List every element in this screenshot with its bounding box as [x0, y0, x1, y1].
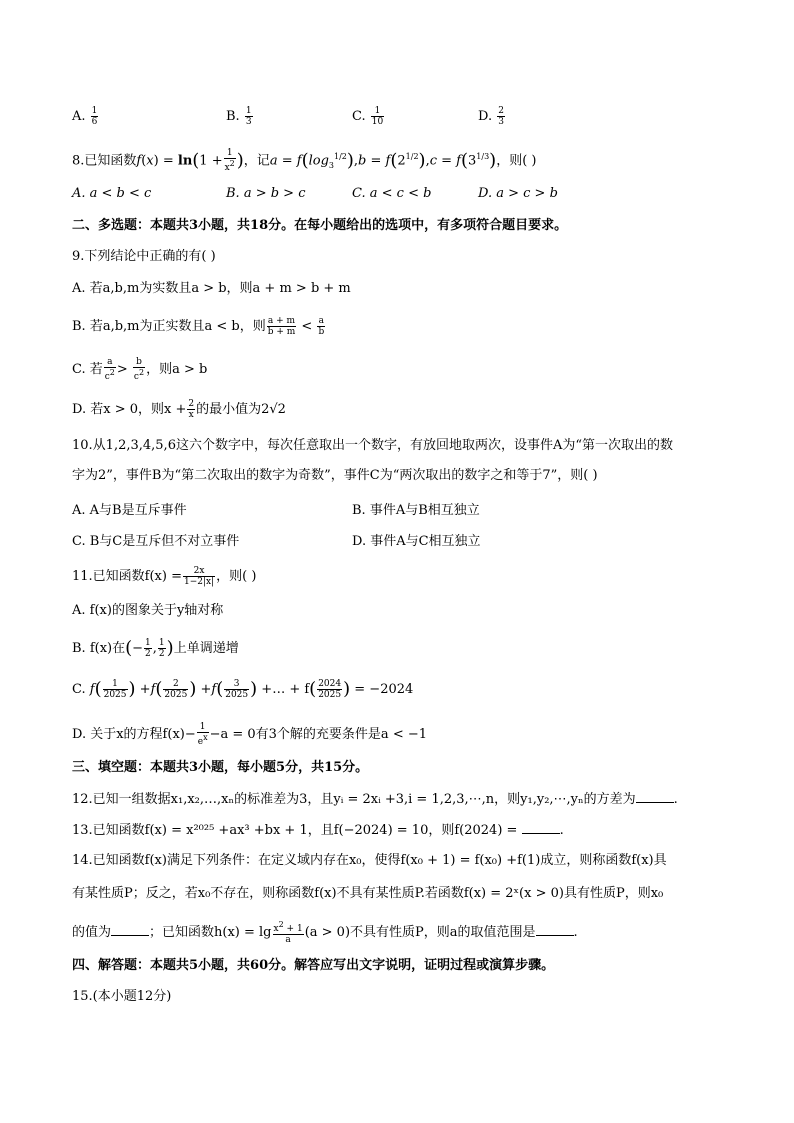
answer-blank[interactable] — [111, 923, 149, 936]
q8-option-a: A. a < b < c — [72, 186, 152, 201]
answer-blank[interactable] — [636, 790, 674, 803]
q7-option-c — [352, 106, 385, 127]
q9-option-a: A. 若a,b,m为实数且a > b，则a + m > b + m — [72, 281, 351, 296]
q10-stem-line2: 字为2”，事件B为“第二次取出的数字为奇数”，事件C为“两次取出的数字之和等于7”，则( ) — [72, 468, 598, 483]
q11-stem-suffix: ，则( ) — [216, 569, 257, 584]
q10-option-b: B. 事件A与B相互独立 — [352, 503, 480, 518]
q13-text: 13.已知函数f(x) = x²⁰²⁵ +ax³ +bx + 1，且f(−2024) = 10，则f(2024) = — [72, 823, 518, 838]
q9-option-c-prefix: C. 若 — [72, 362, 103, 377]
q11-option-c-end: = −2024 — [354, 682, 414, 697]
fraction-num: 1 — [371, 106, 384, 117]
q11-option-d: D. 关于x的方程f(x)− $\frac{1}{ex}$ −a = 0有3个解的充要条件是a < −1 — [72, 722, 428, 747]
fraction-num: 2 — [498, 106, 504, 116]
section-2-heading: 二、多选题：本题共3小题，共18分。在每小题给出的选项中，有多项符合题目要求。 — [72, 218, 568, 233]
q12-text: 12.已知一组数据x₁,x₂,…,xₙ的标准差为3，且yᵢ = 2xᵢ +3,i = 1,2,3,⋯,n，则y₁,y₂,⋯,yₙ的方差为 — [72, 792, 636, 807]
q10-stem-line1: 10.从1,2,3,4,5,6这六个数字中，每次任意取出一个数字，有放回地取两次，设事件A为“第一次取出的数 — [72, 438, 673, 453]
q7-option-a — [72, 106, 99, 127]
fraction-den: 10 — [371, 117, 384, 127]
fraction-den: 3 — [498, 117, 504, 127]
q14-line2: 有某性质P；反之，若x₀不存在，则称函数f(x)不具有某性质P.若函数f(x) = 2ˣ(x > 0)具有性质P，则x₀ — [72, 886, 664, 901]
q10-option-d: D. 事件A与C相互独立 — [352, 534, 481, 549]
q8-option-c: C. a < c < b — [352, 186, 432, 201]
q11-option-a: A. f(x)的图象关于y轴对称 — [72, 603, 224, 618]
answer-blank[interactable] — [536, 923, 574, 936]
q9-option-d-prefix: D. 若x > 0，则x + — [72, 402, 187, 417]
fraction-num: 1 — [91, 106, 98, 116]
q7-option-d — [478, 106, 506, 127]
fraction — [91, 106, 99, 127]
q15: 15.(本小题12分) — [72, 989, 172, 1004]
q10-option-c: C. B与C是互斥但不对立事件 — [72, 534, 240, 549]
q9-option-c: C. 若 $\frac{a}{c2}$ > $\frac{b}{c2}$ ，则a > b — [72, 357, 208, 382]
q8-stem: 8.已知函数f(x) = ln(1 + $\frac{1}{x2}$ )，记$a = f(\log_3^{1/2}),b = f(2^{1/2}),c = f(3^{1/3})$，则( ) — [72, 148, 537, 174]
q11-option-c-tail: +… + f — [261, 682, 310, 697]
q14-line1: 14.已知函数f(x)满足下列条件：在定义域内存在x₀，使得f(x₀ + 1) = f(x₀) +f(1)成立，则称函数f(x)具 — [72, 853, 667, 868]
option-letter: C. — [352, 109, 366, 124]
q8-option-b: B. a > b > c — [226, 186, 306, 201]
fraction-den: 3 — [245, 117, 252, 127]
fraction — [245, 106, 253, 127]
fraction — [497, 106, 505, 127]
q14-line3-mid2: (a > 0)不具有性质P，则a的取值范围是 — [304, 925, 536, 940]
q10-option-a: A. A与B是互斥事件 — [72, 503, 187, 518]
section-4-heading: 四、解答题：本题共5小题，共60分。解答应写出文字说明，证明过程或演算步骤。 — [72, 958, 555, 973]
option-letter: D. — [478, 109, 493, 124]
q11-option-d-prefix: D. 关于x的方程f(x)− — [72, 727, 196, 742]
q9-stem: 9.下列结论中正确的有( ) — [72, 249, 216, 264]
q9-option-c-suffix: ，则a > b — [146, 362, 208, 377]
option-letter: A. — [72, 109, 86, 124]
q14-line3-prefix: 的值为 — [72, 925, 112, 940]
q12: 12.已知一组数据x₁,x₂,…,xₙ的标准差为3，且yᵢ = 2xᵢ +3,i = 1,2,3,⋯,n，则y₁,y₂,⋯,yₙ的方差为 . — [72, 792, 678, 807]
fraction-num: 1 — [245, 106, 252, 116]
q9-option-d-suffix: 的最小值为2√2 — [196, 402, 286, 417]
q8-stem-prefix: 8.已知函数 — [72, 153, 137, 169]
answer-blank[interactable] — [522, 821, 560, 834]
q11-option-b-suffix: 上单调递增 — [173, 641, 239, 656]
q11-option-b-prefix: B. f(x)在 — [72, 641, 126, 656]
q8-option-d: D. a > c > b — [478, 186, 558, 201]
q9-option-b: B. 若a,b,m为正实数且a < b，则 $\frac{a + m}{b + m}$ < $\frac{a}{b}$ — [72, 316, 325, 337]
q11-option-b: B. f(x)在(− $\frac{1}{2}$ , $\frac{1}{2}$ )上单调递增 — [72, 637, 239, 659]
q13: 13.已知函数f(x) = x²⁰²⁵ +ax³ +bx + 1，且f(−2024) = 10，则f(2024) = . — [72, 823, 564, 838]
q8-stem-end: ，则( ) — [496, 153, 537, 169]
q8-stem-mid: ，记 — [243, 153, 270, 169]
q11-option-d-suffix: −a = 0有3个解的充要条件是a < −1 — [209, 727, 428, 742]
q9-option-d: D. 若x > 0，则x + $\frac{2}{x}$ 的最小值为2√2 — [72, 399, 286, 420]
option-letter: B. — [226, 109, 240, 124]
q7-option-b — [226, 106, 254, 127]
q14-line3: 的值为 ；已知函数h(x) = lg $\frac{x2 + 1}{a}$ (a > 0)不具有性质P，则a的取值范围是 . — [72, 920, 578, 945]
q14-line3-mid: ；已知函数h(x) = lg — [149, 925, 272, 940]
fraction — [371, 106, 384, 127]
fraction-den: 6 — [91, 117, 98, 127]
q11-option-c: C. f( $\frac{1}{2025}$ ) +f( $\frac{2}{2025}$ ) +f( $\frac{3}{2025}$ ) +… + f( $\frac{2024}{2025}$ ) = −2024 — [72, 678, 414, 700]
section-3-heading: 三、填空题：本题共3小题，每小题5分，共15分。 — [72, 760, 369, 775]
q11-stem-prefix: 11.已知函数f(x) = — [72, 569, 182, 584]
q9-option-b-text: B. 若a,b,m为正实数且a < b，则 — [72, 319, 266, 334]
q11-stem: 11.已知函数f(x) = $\frac{2x}{1-2|x|}$ ，则( ) — [72, 566, 257, 587]
